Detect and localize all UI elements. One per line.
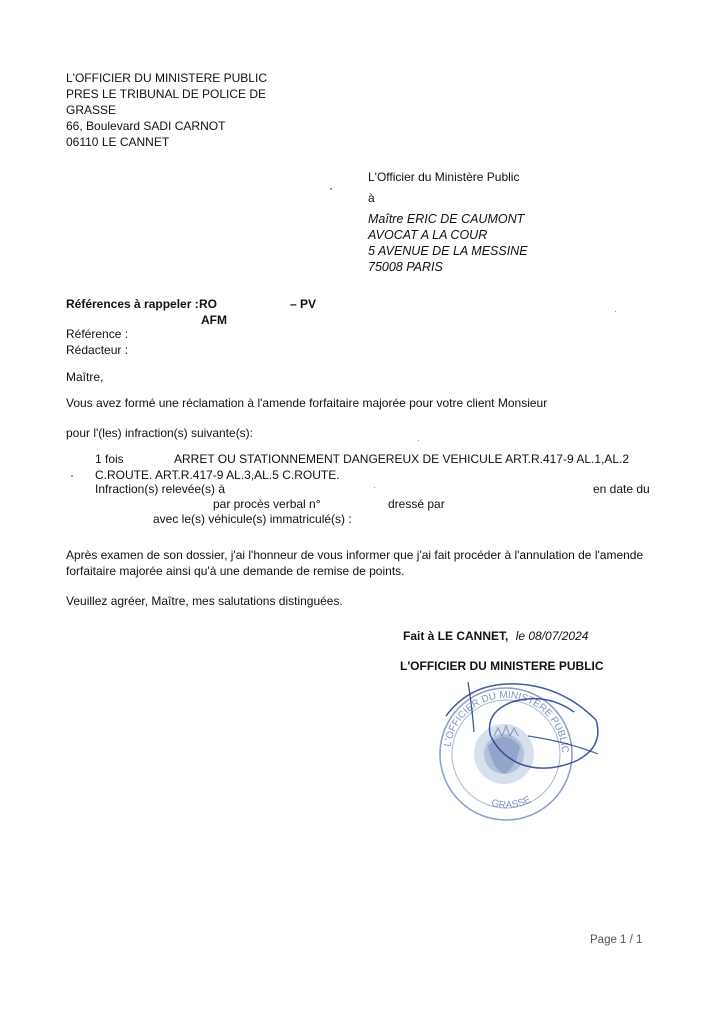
dresse-par-label: dressé par (388, 497, 445, 511)
recipient-address (368, 211, 528, 275)
recipient-line: Maître ERIC DE CAUMONT (368, 212, 525, 226)
recipient-to: à (368, 191, 375, 205)
bullet-dot (71, 475, 73, 477)
reference-pv: – PV (290, 297, 317, 311)
signature-title: L'OFFICIER DU MINISTERE PUBLIC (400, 659, 604, 673)
salutation: Maître, (66, 370, 104, 384)
recipient-line: 5 AVENUE DE LA MESSINE (368, 244, 528, 258)
official-stamp (428, 676, 600, 826)
body-paragraph-1: Vous avez formé une réclamation à l'amende forfaitaire majorée pour votre client Monsieur (66, 396, 548, 410)
reference-code-afm: AFM (201, 313, 227, 327)
svg-text:GRASSE (490, 794, 533, 811)
sender-line: GRASSE (66, 103, 117, 117)
references-label: Références à rappeler : (66, 297, 199, 311)
stamp-text-top: L'OFFICIER DU MINISTERE PUBLIC (442, 689, 571, 754)
scan-speck (330, 188, 332, 190)
body-paragraph-3 (66, 547, 643, 579)
sender-line: 06110 LE CANNET (66, 135, 170, 149)
sender-line: L'OFFICIER DU MINISTERE PUBLIC (66, 71, 267, 85)
closing-formula: Veuillez agréer, Maître, mes salutations distinguées. (66, 594, 343, 608)
infraction-line-2: C.ROUTE. ART.R.417-9 AL.3,AL.5 C.ROUTE. (95, 468, 340, 482)
redacteur-label: Rédacteur : (66, 343, 129, 357)
scan-speck (615, 311, 616, 312)
scan-speck (374, 487, 375, 488)
stamp-text-bottom: GRASSE (490, 794, 533, 812)
recipient-line: AVOCAT A LA COUR (368, 228, 488, 242)
scan-speck (418, 440, 419, 441)
recipient-line: 75008 PARIS (368, 260, 443, 274)
body-paragraph-3-line: Après examen de son dossier, j'ai l'honneur de vous informer que j'ai fait procéder à l'annulation de l'amende (66, 548, 644, 562)
signature-date: le 08/07/2024 (515, 629, 589, 643)
sender-block (66, 70, 267, 150)
infraction-relevee: Infraction(s) relevée(s) à (95, 482, 226, 496)
reference-code-ro: RO (199, 297, 217, 311)
signature-place: Fait à LE CANNET, (403, 629, 509, 643)
infraction-line-1: ARRET OU STATIONNEMENT DANGEREUX DE VEHICULE ART.R.417-9 AL.1,AL.2 (174, 452, 630, 466)
page-number: Page 1 / 1 (590, 934, 643, 946)
body-paragraph-2: pour l'(les) infraction(s) suivante(s): (66, 426, 254, 440)
infraction-count: 1 fois (95, 452, 124, 466)
infraction-date-label: en date du (593, 482, 650, 496)
sender-line: 66, Boulevard SADI CARNOT (66, 119, 226, 133)
pv-number-label: par procès verbal n° (213, 497, 321, 511)
sender-line: PRES LE TRIBUNAL DE POLICE DE (66, 87, 267, 101)
body-paragraph-3-line: forfaitaire majorée ainsi qu'à une demande de remise de points. (66, 564, 405, 578)
vehicule-label: avec le(s) véhicule(s) immatriculé(s) : (153, 512, 352, 526)
signature-place-date (403, 629, 588, 643)
reference-label: Référence : (66, 327, 129, 341)
recipient-from: L'Officier du Ministère Public (368, 170, 520, 184)
